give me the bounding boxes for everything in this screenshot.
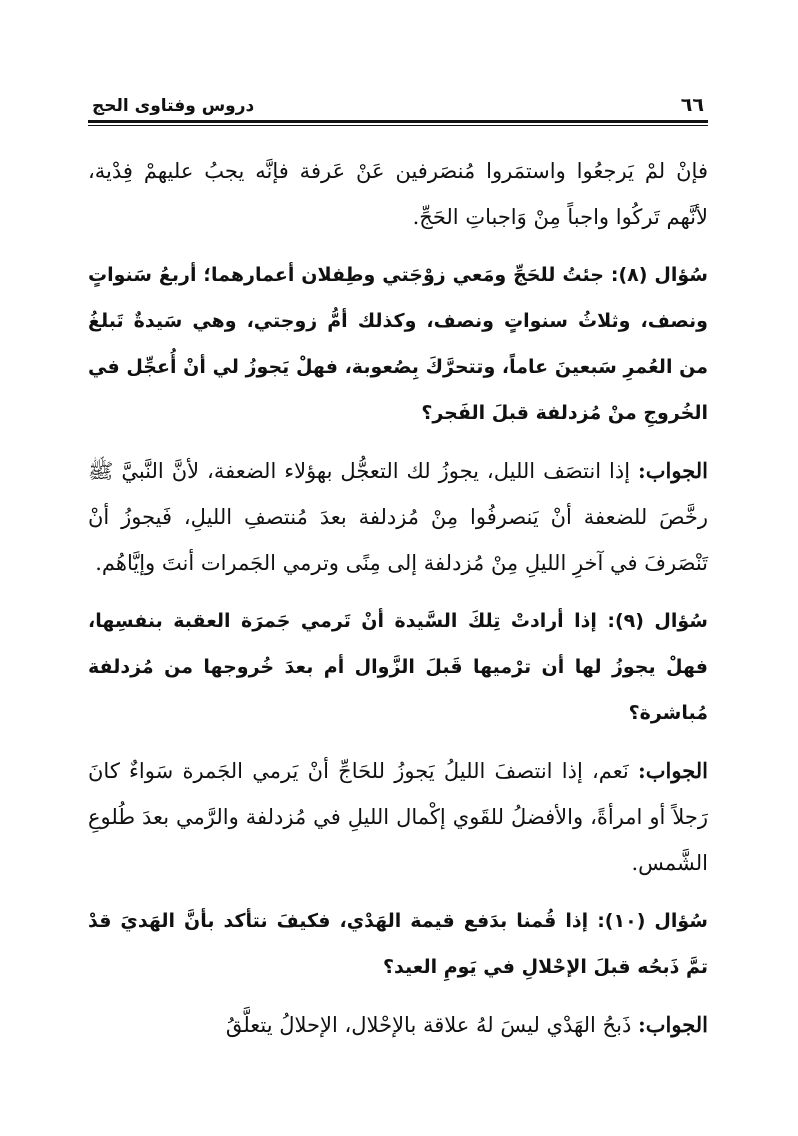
- answer-8: [88, 448, 708, 586]
- answer-label: الجواب:: [638, 758, 708, 783]
- answer-label: الجواب:: [638, 1012, 708, 1037]
- answer-label: الجواب:: [638, 458, 708, 483]
- paragraph-text: فإنْ لمْ يَرجعُوا واستمَروا مُنصَرفين عَنْ عَرفة فإنَّه يجبُ عليهمْ فِدْية، لأنَّهم تَركُوا واجباً مِنْ وَاجباتِ الحَجِّ.: [88, 159, 708, 229]
- question-label: سُؤال (١٠):: [597, 910, 708, 932]
- paragraph-continuation: [88, 148, 708, 240]
- header-rule: [88, 125, 708, 126]
- question-text: إذا قُمنا بدَفع قيمة الهَدْي، فكيفَ نتأكد بأنَّ الهَديَ قدْ تمَّ ذَبحُه قبلَ الإحْلالِ في يَومِ العيد؟: [88, 910, 708, 978]
- answer-10: [88, 1002, 708, 1048]
- answer-text: نَعم، إذا انتصفَ الليلُ يَجوزُ للحَاجِّ أنْ يَرمي الجَمرة سَواءٌ كانَ رَجلاً أو امرأةً، والأفضلُ للقَوي إكْمال الليلِ في مُزدلفة والرَّمي بعدَ طُلوعِ الشَّمس.: [88, 759, 708, 875]
- answer-text: إذا انتصَف الليل، يجوزُ لك التعجُّل بهؤلاء الضعفة، لأنَّ النَّبيَّ ﷺ رخَّصَ للضعفة أنْ يَنصرفُوا مِنْ مُزدلفة بعدَ مُنتصفِ الليلِ، فَيجوزُ أنْ تَنْصَرفَ في آخرِ الليلِ مِنْ مُزدلفة إلى مِنًى وترمي الجَمرات أنتَ وإيَّاهُم.: [88, 459, 708, 575]
- question-text: إذا أرادتْ تِلكَ السَّيدة أنْ تَرمي جَمرَة العقبة بنفسِها، فهلْ يجوزُ لها أن ترْميها قَبلَ الزَّوال أم بعدَ خُروجها من مُزدلفة مُباشرة؟: [88, 610, 708, 724]
- question-10: [88, 898, 708, 990]
- page-number: ٦٦: [680, 94, 704, 116]
- question-label: سُؤال (٩):: [607, 610, 708, 632]
- question-label: سُؤال (٨):: [610, 264, 708, 286]
- book-title: دروس وفتاوى الحج: [92, 96, 255, 116]
- question-9: [88, 598, 708, 736]
- running-header: [88, 86, 708, 123]
- question-text: جئتُ للحَجِّ ومَعي زوْجَتي وطِفلان أعمارهما؛ أربعُ سَنواتٍ ونصف، وثلاثُ سنواتٍ ونصف، وكذلك أمُّ زوجتي، وهي سَيدةٌ تَبلغُ من العُمرِ سَبعينَ عاماً، وتتحرَّكَ بِصُعوبة، فهلْ يَجوزُ لي أنْ أُعجِّل في الخُروجِ منْ مُزدلفة قبلَ الفَجر؟: [88, 264, 708, 424]
- answer-text: ذَبحُ الهَدْي ليسَ لهُ علاقة بالإحْلال، الإحلالُ يتعلَّقُ: [225, 1013, 638, 1037]
- page-body: [88, 148, 708, 1048]
- question-8: [88, 252, 708, 436]
- book-page: [88, 86, 708, 1060]
- answer-9: [88, 748, 708, 886]
